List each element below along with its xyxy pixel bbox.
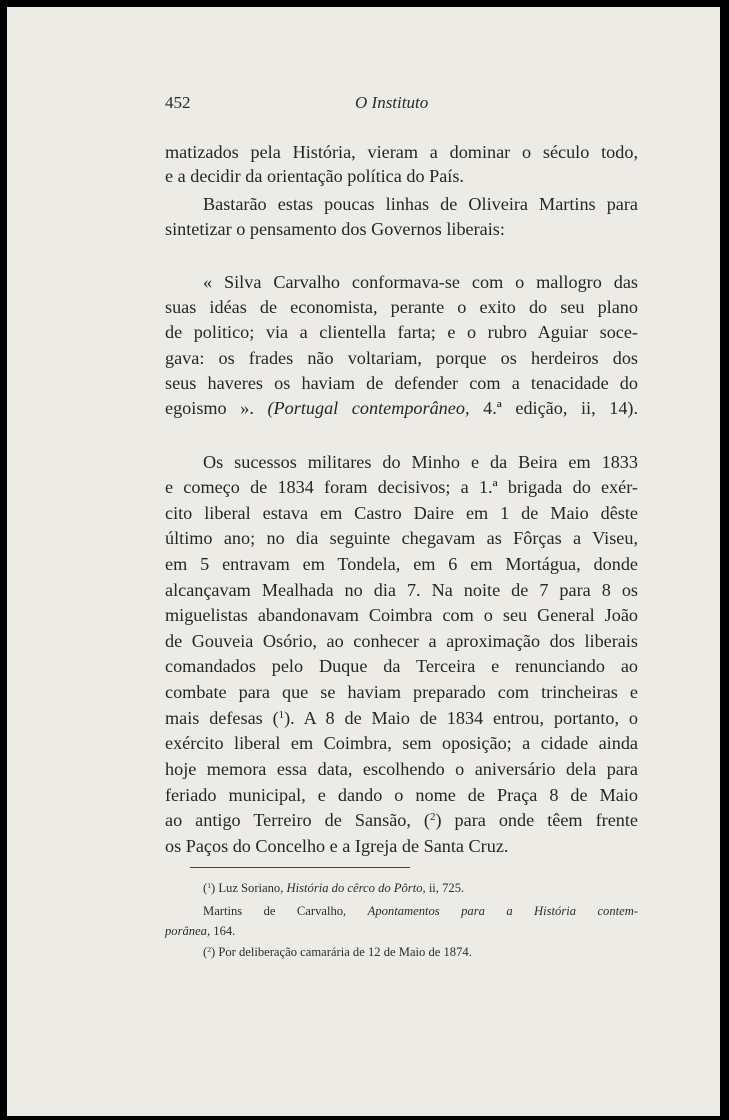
- footnote-1b-cont: porânea, 164.: [165, 924, 236, 938]
- text-line: alcançavam Mealhada no dia 7. Na noite de 7 para 8 os: [165, 580, 638, 600]
- text-line: e a decidir da orientação política do País.: [165, 166, 464, 186]
- footnote-1: ($^1$) Luz Soriano, História do cêrco do Pôrto, ii, 725.: [203, 880, 465, 895]
- text-line: matizados pela História, vieram a dominar o século todo,: [165, 142, 638, 162]
- text-line: Os sucessos militares do Minho e da Beira em 1833: [203, 452, 638, 472]
- text-line: e começo de 1834 foram decisivos; a 1.ª brigada do exér-: [165, 477, 638, 497]
- text-line: sintetizar o pensamento dos Governos liberais:: [165, 219, 505, 239]
- text-line: Bastarão estas poucas linhas de Oliveira Martins para: [203, 194, 638, 214]
- text-line: feriado municipal, e dando o nome de Praça 8 de Maio: [165, 785, 638, 805]
- quote-line: gava: os frades não voltariam, porque os herdeiros dos: [165, 348, 638, 368]
- quote-line: seus haveres os haviam de defender com a tenacidade do: [165, 373, 638, 393]
- quote-end: egoismo ».: [165, 398, 254, 418]
- text-line: exército liberal em Coimbra, sem oposição; a cidade ainda: [165, 733, 638, 753]
- citation-detail: 4.ª edição, ii, 14).: [483, 398, 639, 418]
- text-line: hoje memora essa data, escolhendo o aniversário dela para: [165, 759, 638, 779]
- footnote-marker: 1: [207, 880, 211, 890]
- footnote-ref-1: 1: [278, 709, 285, 721]
- footnote-divider: [190, 867, 410, 868]
- text-line: os Paços do Concelho e a Igreja de Santa Cruz.: [165, 836, 509, 856]
- footnote-marker: 2: [207, 944, 211, 954]
- footnote-1b: Martins de Carvalho, Apontamentos para a História contem-: [203, 904, 638, 918]
- quote-line: « Silva Carvalho conformava-se com o mallogro das: [203, 272, 638, 292]
- text-line: cito liberal estava em Castro Daire em 1 de Maio dêste: [165, 503, 638, 523]
- text-line: combate para que se haviam preparado com trincheiras e: [165, 682, 638, 702]
- text-line: miguelistas abandonavam Coimbra com o seu General João: [165, 605, 638, 625]
- text-line-with-footnote-ref: mais defesas ($^1$). A 8 de Maio de 1834 entrou, portanto, o: [165, 708, 639, 728]
- quote-line: suas idéas de economista, perante o exito do seu plano: [165, 297, 638, 317]
- text-line: de Gouveia Osório, ao conhecer a aproximação dos liberais: [165, 631, 638, 651]
- text-line: último ano; no dia seguinte chegavam as Fôrças a Viseu,: [165, 528, 638, 548]
- text-line: comandados pelo Duque da Terceira e renunciando ao: [165, 656, 638, 676]
- page-number: 452: [165, 93, 191, 112]
- running-title: O Instituto: [355, 93, 429, 112]
- footnote-2: ($^2$) Por deliberação camarária de 12 de Maio de 1874.: [203, 944, 472, 959]
- citation-title: (Portugal contemporâneo,: [267, 398, 470, 418]
- quote-line: de politico; via a clientella farta; e o rubro Aguiar soce-: [165, 322, 638, 342]
- text-line-with-footnote-ref: ao antigo Terreiro de Sansão, ($^2$) para onde têem frente: [165, 810, 638, 830]
- footnote-ref-2: 2: [430, 811, 436, 823]
- page-header: [0, 93, 729, 117]
- text-line: em 5 entravam em Tondela, em 6 em Mortágua, donde: [165, 554, 638, 574]
- quote-citation-line: [165, 398, 638, 418]
